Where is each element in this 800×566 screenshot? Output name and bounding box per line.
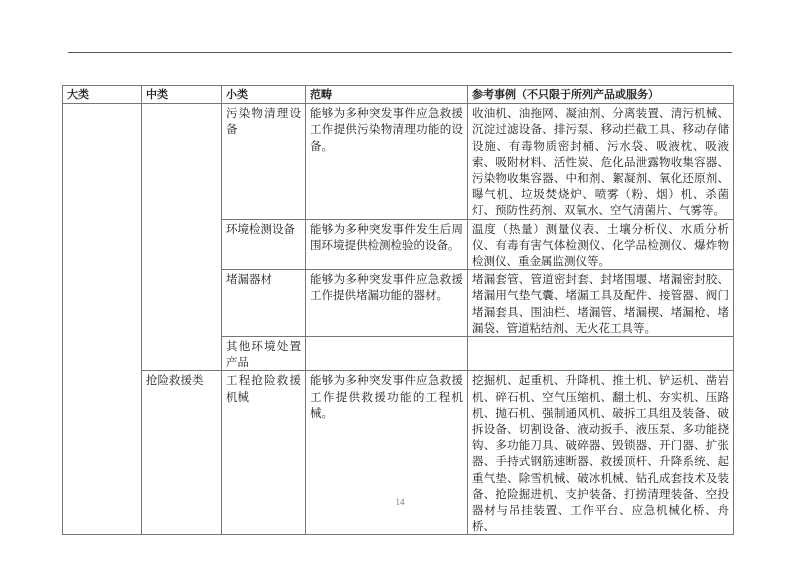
header-minor: 小类: [222, 86, 306, 104]
cell-examples: 温度（热量）测量仪表、土壤分析仪、水质分析仪、有毒有害气体检测仪、化学品检测仪、爆炸物检测仪、重金属监测仪等。: [468, 219, 734, 270]
cell-examples: 挖掘机、起重机、升降机、推土机、铲运机、凿岩机、碎石机、空气压缩机、翻土机、夯实机、压路机、抛石机、强制通风机、破拆工具组及装备、破拆设备、切割设备、液动扳手、液压泵、多功能挠钩、多功能刀具、破碎器、毁锁器、开门器、扩张器、手持式钢筋速断器、救援顶杆、升降系统、起重气垫、除雪机械、破冰机械、钻孔成套技术及装备、抢险掘进机、支护装备、打捞清理装备、空投器材与吊挂装置、工作平台、应急机械化桥、舟桥、: [468, 371, 734, 535]
header-major: 大类: [63, 86, 142, 104]
cell-minor: 工程抢险救援机械: [222, 371, 306, 535]
header-scope: 范畴: [306, 86, 468, 104]
table-row: [63, 371, 734, 535]
cell-minor: 环境检测设备: [222, 219, 306, 270]
category-table: [62, 85, 734, 535]
cell-middle: 抢险救援类: [142, 371, 222, 535]
page-number: 14: [395, 497, 405, 507]
cell-minor: 堵漏器材: [222, 270, 306, 337]
cell-scope: [306, 337, 468, 371]
cell-scope: 能够为多种突发事件应急救援工作提供堵漏功能的器材。: [306, 270, 468, 337]
cell-minor: 污染物清理设备: [222, 104, 306, 219]
cell-examples: 堵漏套管、管道密封套、封堵围堰、堵漏密封胶、堵漏用气垫气囊、堵漏工具及配件、接管器、阀门堵漏套具、围油栏、堵漏管、堵漏楔、堵漏枪、堵漏袋、管道粘结剂、无火花工具等。: [468, 270, 734, 337]
header-middle: 中类: [142, 86, 222, 104]
cell-middle: [142, 104, 222, 371]
table-header-row: [63, 86, 734, 104]
cell-scope: 能够为多种突发事件应急救援工作提供救援功能的工程机械。: [306, 371, 468, 535]
cell-minor: 其他环境处置产品: [222, 337, 306, 371]
table-row: [63, 104, 734, 219]
cell-scope: 能够为多种突发事件应急救援工作提供污染物清理功能的设备。: [306, 104, 468, 219]
cell-examples: [468, 337, 734, 371]
cell-examples: 收油机、油拖网、凝油剂、分离装置、清污机械、沉淀过滤设备、排污泵、移动拦截工具、移动存储设施、有毒物质密封桶、污水袋、吸液枕、吸液索、吸附材料、活性炭、危化品泄露物收集容器、污染物收集容器、中和剂、絮凝剂、氧化还原剂、曝气机、垃圾焚烧炉、喷雾（粉、烟）机、杀菌灯、预防性药剂、双氧水、空气清菌片、气雾等。: [468, 104, 734, 219]
cell-major: [63, 104, 142, 535]
header-examples: 参考事例（不只限于所列产品或服务）: [468, 86, 734, 104]
cell-scope: 能够为多种突发事件发生后周围环境提供检测检验的设备。: [306, 219, 468, 270]
header-rule: [68, 52, 732, 53]
